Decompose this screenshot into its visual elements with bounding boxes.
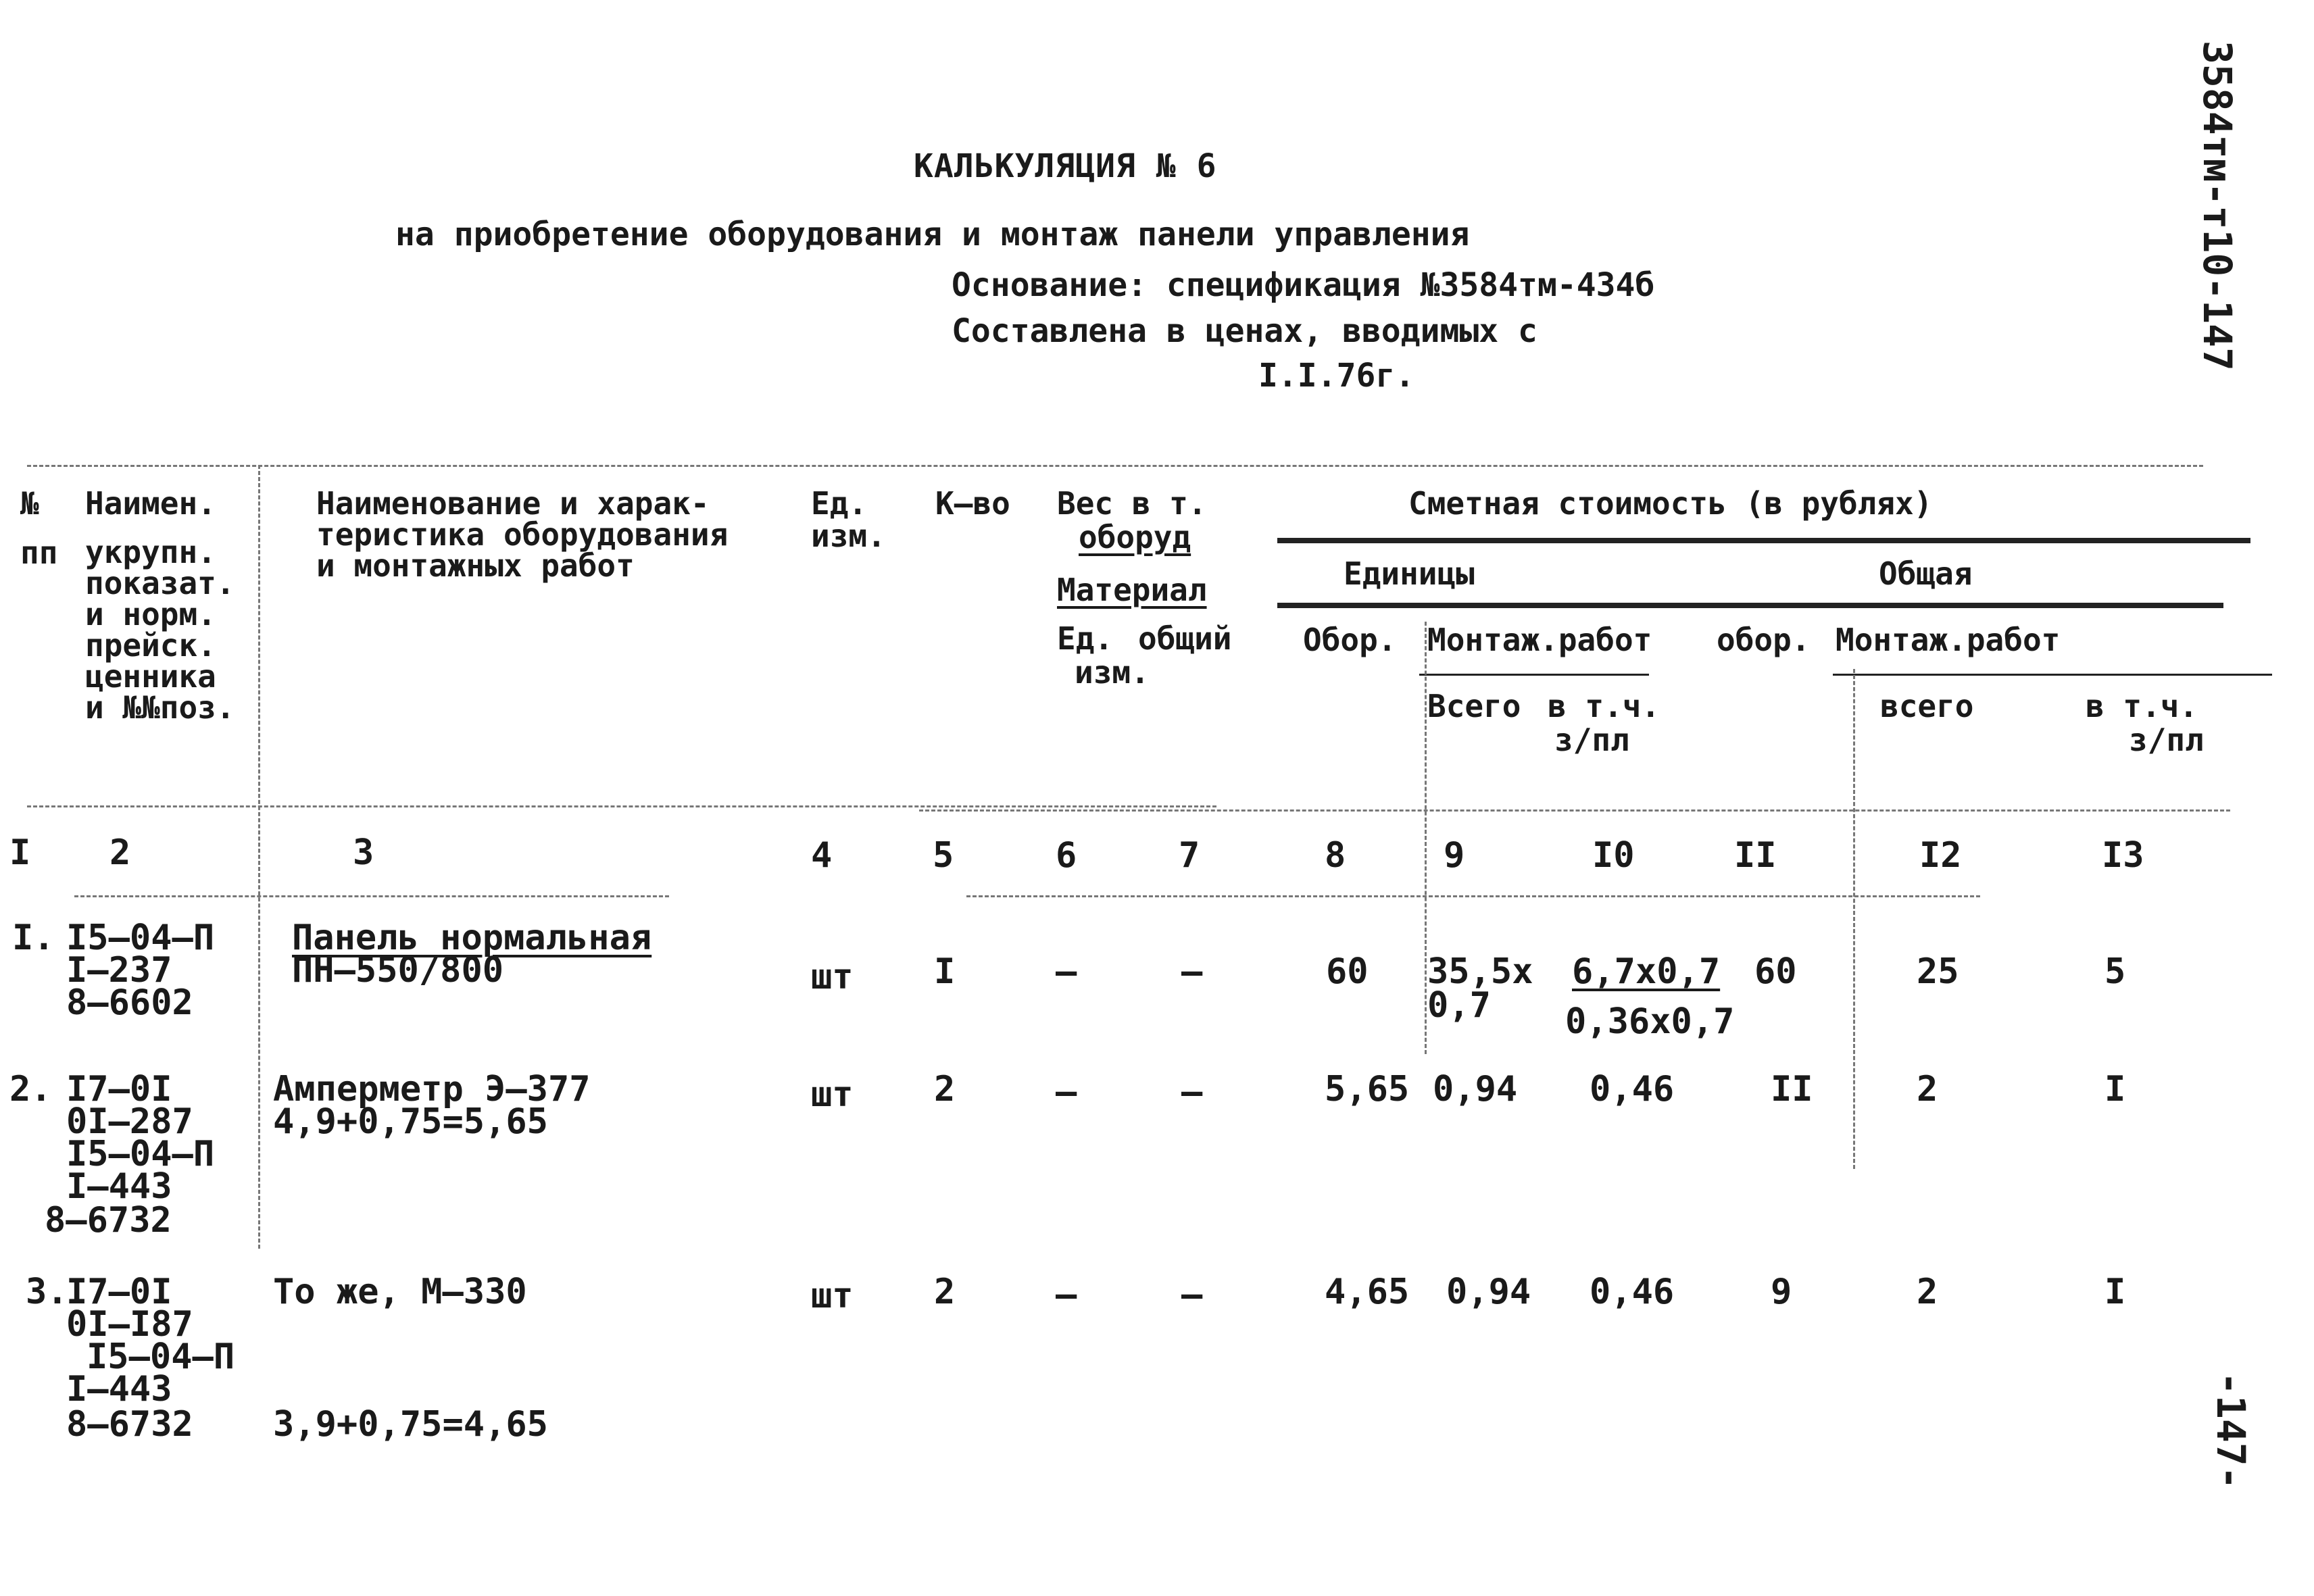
header-equip: Обор. bbox=[1303, 622, 1397, 658]
header-wage-total: з/пл bbox=[2129, 722, 2204, 758]
row-name: 3,9+0,75=4,65 bbox=[273, 1404, 548, 1445]
header-all-total: всего bbox=[1880, 688, 1974, 724]
row-code: 8–6732 bbox=[66, 1404, 193, 1445]
colnum-bottom-rule-2 bbox=[966, 895, 1980, 897]
header-line: и норм. bbox=[85, 596, 216, 632]
header-incl: в т.ч. bbox=[1548, 688, 1660, 724]
col-divider-12 bbox=[1853, 669, 1855, 1169]
col-number: 5 bbox=[933, 835, 954, 876]
row-name: То же, М–330 bbox=[273, 1272, 527, 1312]
header-line: укрупн. bbox=[85, 534, 216, 570]
prices-date: I.I.76г. bbox=[1258, 357, 1415, 395]
row-mount-wage: 0,46 bbox=[1590, 1069, 1675, 1109]
row-unit: шт bbox=[811, 1074, 854, 1115]
header-unit: Ед. bbox=[811, 485, 868, 522]
document-subtitle: на приобретение оборудования и монтаж панели управления bbox=[395, 216, 1470, 253]
row-equip: 60 bbox=[1326, 951, 1369, 992]
header-material: Материал bbox=[1057, 572, 1207, 608]
col-number: I0 bbox=[1592, 835, 1635, 876]
col-number: 2 bbox=[109, 832, 131, 873]
row-unit: шт bbox=[811, 1276, 854, 1316]
row-mount-wage: 0,46 bbox=[1590, 1272, 1675, 1312]
row-mount-total: 35,5х bbox=[1427, 951, 1533, 992]
row-equip: 4,65 bbox=[1325, 1272, 1410, 1312]
header-all: Всего bbox=[1427, 688, 1521, 724]
col-number: 7 bbox=[1179, 835, 1200, 876]
col-number: 8 bbox=[1325, 835, 1346, 876]
row-code: 8–6732 bbox=[45, 1200, 172, 1241]
row-number: 3. bbox=[26, 1272, 68, 1312]
col-divider-9 bbox=[1425, 622, 1427, 1054]
row-code: I5–04–П bbox=[87, 1337, 235, 1377]
row-weight-total: – bbox=[1181, 1274, 1203, 1315]
header-equip-total: обор. bbox=[1717, 622, 1811, 658]
header-line: и монтажных работ bbox=[316, 547, 635, 584]
row-mount-wage: 6,7х0,7 bbox=[1572, 951, 1721, 992]
header-cost-title: Сметная стоимость (в рублях) bbox=[1408, 485, 1933, 522]
row-total-wage: I bbox=[2104, 1272, 2126, 1312]
row-code: I–443 bbox=[66, 1369, 172, 1410]
row-qty: 2 bbox=[934, 1069, 956, 1109]
header-incl-total: в т.ч. bbox=[2086, 688, 2198, 724]
basis-line: Основание: спецификация №3584тм-434б bbox=[952, 266, 1655, 304]
page-number: -147- bbox=[2208, 1372, 2254, 1490]
header-weight-unit: Ед. bbox=[1057, 620, 1114, 657]
row-mount-total: 0,94 bbox=[1446, 1272, 1531, 1312]
row-total-equip: II bbox=[1771, 1069, 1813, 1109]
col-number: 9 bbox=[1444, 835, 1465, 876]
header-line: прейск. bbox=[85, 627, 216, 664]
row-number: 2. bbox=[9, 1069, 52, 1109]
row-qty: 2 bbox=[934, 1272, 956, 1312]
cost-header-rule bbox=[1277, 538, 2250, 543]
header-line: теристика оборудования bbox=[316, 516, 729, 553]
header-weight: Вес в т. bbox=[1057, 485, 1207, 522]
header-qty: К–во bbox=[935, 485, 1010, 522]
row-equip: 5,65 bbox=[1325, 1069, 1410, 1109]
side-document-code: 3584тм-т10-147 bbox=[2194, 41, 2240, 371]
header-pp: пп bbox=[20, 534, 58, 571]
colnum-bottom-rule bbox=[74, 895, 669, 897]
col-number: I3 bbox=[2102, 835, 2144, 876]
row-code: I5–04–П bbox=[66, 1134, 215, 1174]
row-name: 4,9+0,75=5,65 bbox=[273, 1101, 548, 1142]
mount-rule-2 bbox=[1833, 674, 2272, 676]
row-code: I–237 bbox=[66, 950, 172, 991]
row-total-mount: 2 bbox=[1917, 1272, 1938, 1312]
row-code: 8–6602 bbox=[66, 982, 193, 1023]
header-line: и №№поз. bbox=[85, 689, 235, 726]
col-number: II bbox=[1734, 835, 1777, 876]
row-total-equip: 60 bbox=[1754, 951, 1797, 992]
header-line: ценника bbox=[85, 658, 216, 695]
row-code: I7–0I bbox=[66, 1069, 172, 1109]
row-name: Амперметр Э–377 bbox=[273, 1069, 591, 1109]
prices-line: Составлена в ценах, вводимых с bbox=[952, 312, 1537, 350]
row-code: 0I–287 bbox=[66, 1101, 193, 1142]
row-mount-wage: 0,36х0,7 bbox=[1565, 1001, 1735, 1042]
row-code: I5–04–П bbox=[66, 918, 215, 958]
header-no: № bbox=[20, 485, 39, 522]
row-code: I7–0I bbox=[66, 1272, 172, 1312]
header-total-cost: Общая bbox=[1879, 555, 1973, 592]
col-number: 4 bbox=[811, 835, 833, 876]
header-wage: з/пл bbox=[1554, 722, 1629, 758]
header-weight-total: общий bbox=[1138, 620, 1232, 657]
col-number: I2 bbox=[1919, 835, 1962, 876]
row-name: ПН–550/800 bbox=[292, 950, 504, 991]
row-total-mount: 2 bbox=[1917, 1069, 1938, 1109]
row-qty: I bbox=[934, 951, 956, 992]
row-weight-unit: – bbox=[1056, 1072, 1077, 1112]
row-weight-unit: – bbox=[1056, 951, 1077, 992]
row-weight-unit: – bbox=[1056, 1274, 1077, 1315]
header-bottom-rule bbox=[27, 805, 1216, 807]
header-unit-cost: Единицы bbox=[1344, 555, 1475, 592]
row-code: 0I–I87 bbox=[66, 1304, 193, 1345]
row-code: I–443 bbox=[66, 1166, 172, 1207]
document-title: КАЛЬКУЛЯЦИЯ № 6 bbox=[914, 147, 1217, 185]
col-number: 6 bbox=[1056, 835, 1077, 876]
header-mount: Монтаж.работ bbox=[1427, 622, 1652, 658]
header-unit: изм. bbox=[811, 518, 886, 554]
header-weight-unit2: изм. bbox=[1075, 654, 1150, 691]
row-total-mount: 25 bbox=[1917, 951, 1959, 992]
unit-total-rule bbox=[1277, 603, 2223, 608]
row-mount-total: 0,7 bbox=[1427, 985, 1491, 1026]
header-weight-equip: оборуд bbox=[1079, 519, 1191, 555]
row-weight-total: – bbox=[1181, 1072, 1203, 1112]
row-total-wage: 5 bbox=[2104, 951, 2126, 992]
row-total-wage: I bbox=[2104, 1069, 2126, 1109]
col-divider-1 bbox=[258, 465, 260, 1249]
header-bottom-rule-2 bbox=[919, 809, 2230, 812]
row-unit: шт bbox=[811, 957, 854, 997]
table-top-rule bbox=[27, 465, 2203, 467]
header-mount-total: Монтаж.работ bbox=[1836, 622, 2061, 658]
row-total-equip: 9 bbox=[1771, 1272, 1792, 1312]
col-number: I bbox=[9, 832, 31, 873]
row-number: I. bbox=[12, 918, 55, 958]
header-line: Наименование и харак- bbox=[316, 485, 710, 522]
header-line: Наимен. bbox=[85, 485, 216, 522]
row-mount-total: 0,94 bbox=[1433, 1069, 1518, 1109]
col-number: 3 bbox=[353, 832, 374, 873]
mount-rule-1 bbox=[1419, 674, 1649, 676]
row-weight-total: – bbox=[1181, 951, 1203, 992]
header-line: показат. bbox=[85, 565, 235, 601]
row-name: Панель нормальная bbox=[292, 918, 652, 958]
